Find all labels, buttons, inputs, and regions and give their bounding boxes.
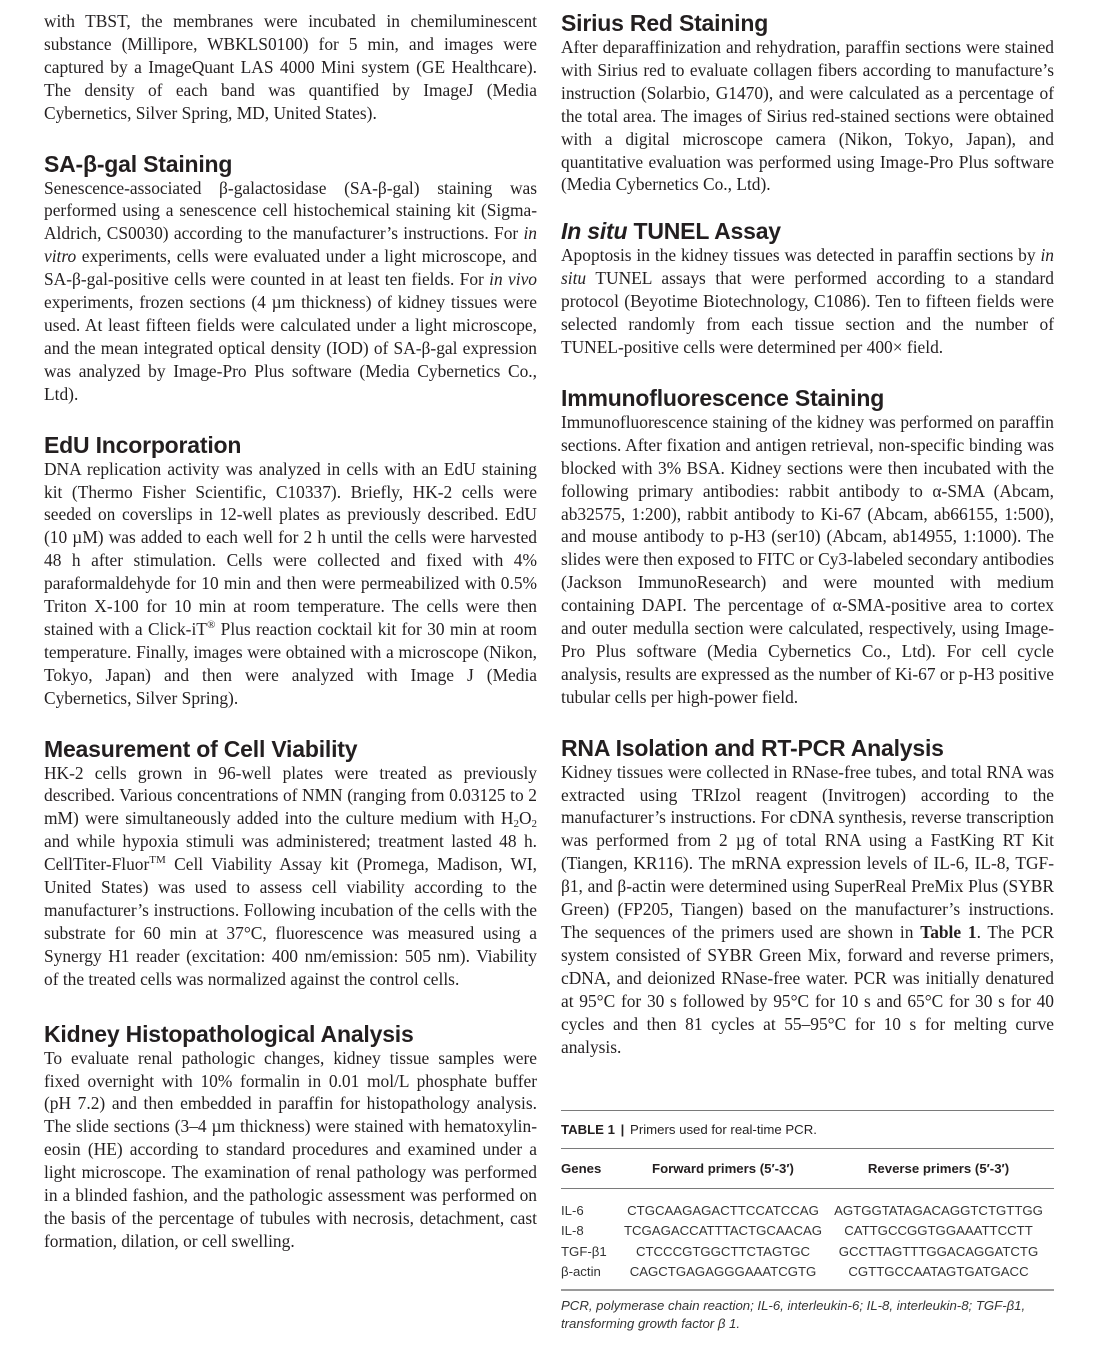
section-title: EdU Incorporation: [44, 431, 242, 458]
table-row: [561, 1262, 1054, 1288]
section-title: Sirius Red Staining: [561, 10, 769, 36]
section-sa-beta-gal: [44, 151, 537, 406]
cell-gene: IL-8: [561, 1223, 584, 1239]
cell-gene: β-actin: [561, 1264, 601, 1280]
cell-reverse-primer: CGTTGCCAATAGTGATGACC: [848, 1264, 1029, 1280]
table-row: [561, 1221, 1054, 1242]
column-header-forward: Forward primers (5′-3′): [623, 1149, 823, 1189]
section-title: SA-β-gal Staining: [44, 150, 233, 177]
section-body: DNA replication activity was analyzed in cells with an EdU staining kit (Thermo Fisher Scientific, C10337). Briefly, HK-2 cells were seeded on coverslips in 12-well plates as previously described. EdU (10 µM) was added to each well for 2 h until the cells were harvested 48 h after stimulation. Cells were collected and fixed with 4% paraformaldehyde for 10 min and then were permeabilized with 0.5% Triton X-100 for 10 min at room temperature. The cells were then stained with a Click-iT® Plus reaction cocktail kit for 30 min at room temperature. Finally, images were obtained with a microscope (Nikon, Tokyo, Japan) and then were analyzed with Image J (Media Cybernetics, Silver Spring).: [44, 458, 537, 708]
section-body: Kidney tissues were collected in RNase-free tubes, and total RNA was extracted using TRIzol reagent (Invitrogen) according to the manufacturer’s instructions. For cDNA synthesis, reverse transcription was performed from 2 µg of total RNA using a FastKing RT Kit (Tiangen, KR116). The mRNA expression levels of IL-6, IL-8, TGF-β1, and β-actin were determined using SuperReal PreMix Plus (SYBR Green) (FP205, Tiangen) based on the manufacturer’s instructions. The sequences of the primers used are shown in Table 1. The PCR system consisted of SYBR Green Mix, forward and reverse primers, cDNA, and deionized RNase-free water. PCR was initially denatured at 95°C for 30 s followed by 95°C for 10 s and 65°C for 30 s for 40 cycles and then 81 cycles at 55–95°C for 10 s for melting curve analysis.: [561, 761, 1055, 1057]
section-sirius-red: [561, 10, 1054, 196]
section-title: RNA Isolation and RT-PCR Analysis: [561, 734, 944, 761]
cell-reverse-primer: GCCTTAGTTTGGACAGGATCTG: [838, 1243, 1039, 1259]
right-column: [561, 10, 1054, 1058]
section-body: After deparaffinization and rehydration, paraffin sections were stained with Sirius red to evaluate collagen fibers according to manufacture’s instruction (Solarbio, G1470), and were calculated as a percentage of the total area. The images of Sirius red-stained sections were obtained with a digital microscope camera (Nikon, Tokyo, Japan), and quantitative evaluation was performed using Image-Pro Plus software (Media Cybernetics Co., Ltd).: [561, 37, 1054, 195]
section-kidney-histopathology: [44, 1021, 537, 1253]
section-cell-viability: [44, 736, 537, 991]
table-reference-link[interactable]: Table 1: [920, 922, 977, 942]
table-row: [561, 1189, 1054, 1221]
section-body: Senescence-associated β-galactosidase (SA-β-gal) staining was performed using a senescence cell histochemical staining kit (Sigma-Aldrich, CS0030) according to the manufacturer’s instructions. For in vitro experiments, cells were evaluated under a light microscope, and SA-β-gal-positive cells were counted in at least ten fields. For in vivo experiments, frozen sections (4 µm thickness) of kidney tissues were used. At least fifteen fields were calculated under a light microscope, and the mean integrated optical density (IOD) of SA-β-gal expression was analyzed by Image-Pro Plus software (Media Cybernetics Co., Ltd).: [44, 177, 537, 404]
section-immunofluorescence: [561, 385, 1054, 709]
table-label: TABLE 1: [561, 1122, 615, 1137]
section-title: Measurement of Cell Viability: [44, 735, 358, 762]
table-caption: [561, 1111, 1054, 1148]
cell-reverse-primer: CATTGCCGGTGGAAATTCCTT: [844, 1223, 1033, 1239]
cell-reverse-primer: AGTGGTATAGACAGGTCTGTTGG: [834, 1202, 1043, 1218]
cell-forward-primer: CTCCCGTGGCTTCTAGTGC: [635, 1243, 811, 1259]
table-header-row: [561, 1149, 1054, 1189]
caption-separator: |: [620, 1122, 625, 1137]
cell-forward-primer: CAGCTGAGAGGGAAATCGTG: [629, 1264, 817, 1280]
section-body: Apoptosis in the kidney tissues was detected in paraffin sections by in situ TUNEL assays that were performed according to a standard protocol (Beyotime Biotechnology, C1086). Ten to fifteen fields were selected randomly from each tissue section and the number of TUNEL-positive cells were determined per 400× field.: [561, 245, 1054, 357]
section-body: Immunofluorescence staining of the kidney was performed on paraffin sections. After fixation and antigen retrieval, non-specific binding was blocked with 3% BSA. Kidney sections were then incubated with the following primary antibodies: rabbit antibody to α-SMA (Abcam, ab32575, 1:200), rabbit antibody to Ki-67 (Abcam, ab66155, 1:500), and mouse antibody to p-H3 (ser10) (Abcam, ab14955, 1:1000). The slides were then exposed to FITC or Cy3-labeled secondary antibodies (Jackson ImmunoResearch) and were mounted with medium containing DAPI. The percentage of α-SMA-positive area to cortex and outer medulla section were calculated, respectively, using Image-Pro Plus software (Media Cybernetics Co., Ltd). For cell cycle analysis, results are expressed as the number of Ki-67 or p-H3 positive tubular cells per high-power field.: [561, 411, 1054, 707]
western-blot-continuation: with TBST, the membranes were incubated in chemiluminescent substance (Millipore, WBKLS0100) for 5 min, and images were captured by a ImageQuant LAS 4000 Mini system (GE Healthcare). The density of each band was quantified by ImageJ (Media Cybernetics, Silver Spring, MD, United States).: [44, 11, 537, 123]
table-footnote: PCR, polymerase chain reaction; IL-6, interleukin-6; IL-8, interleukin-8; TGF-β1, transforming growth factor β 1.: [561, 1298, 1026, 1331]
section-tunel-assay: [561, 218, 1054, 359]
section-title: In situ TUNEL Assay: [561, 218, 781, 245]
section-body: HK-2 cells grown in 96-well plates were treated as previously described. Various concentrations of NMN (ranging from 0.03125 to 2 mM) were simultaneously added into the culture medium with $H_2O_2$ and while hypoxia stimuli was administered; treatment lasted 48 h. CellTiter-Fluor™ Cell Viability Assay kit (Promega, Madison, WI, United States) was used to assess cell viability according to the manufacturer’s instructions. Following incubation of the cells with the substrate for 60 min at 37°C, fluorescence was measured using a Synergy H1 reader (excitation: 400 nm/emission: 505 nm). Viability of the treated cells was normalized against the control cells.: [44, 762, 537, 989]
cell-gene: TGF-β1: [561, 1243, 607, 1259]
section-title: Kidney Histopathological Analysis: [44, 1020, 414, 1047]
column-header-genes: Genes: [561, 1149, 623, 1189]
table-row: [561, 1241, 1054, 1262]
table-caption-text: Primers used for real-time PCR.: [630, 1122, 817, 1137]
left-column: [44, 10, 537, 1253]
section-rna-rt-pcr: [561, 735, 1054, 1059]
column-header-reverse: Reverse primers (5′-3′): [823, 1149, 1054, 1189]
primers-table: [561, 1149, 1054, 1287]
cell-forward-primer: CTGCAAGAGACTTCCATCCAG: [627, 1202, 819, 1218]
section-body: To evaluate renal pathologic changes, kidney tissue samples were fixed overnight with 10% formalin in 0.01 mol/L phosphate buffer (pH 7.2) and then embedded in paraffin for histopathology analysis. The slide sections (3–4 µm thickness) were stained with hematoxylin-eosin (HE) according to standard procedures and examined under a light microscope. The examination of renal pathology was performed in a blinded fashion, and the pathologic assessment was performed on the basis of the percentage of tubules with necrosis, detachment, cast formation, dilation, or cell swelling.: [44, 1047, 537, 1251]
cell-forward-primer: TCGAGACCATTTACTGCAACAG: [623, 1223, 823, 1239]
section-edu-incorporation: [44, 432, 537, 710]
cell-gene: IL-6: [561, 1202, 584, 1218]
table-1: [561, 1110, 1054, 1332]
section-title: Immunofluorescence Staining: [561, 384, 885, 411]
